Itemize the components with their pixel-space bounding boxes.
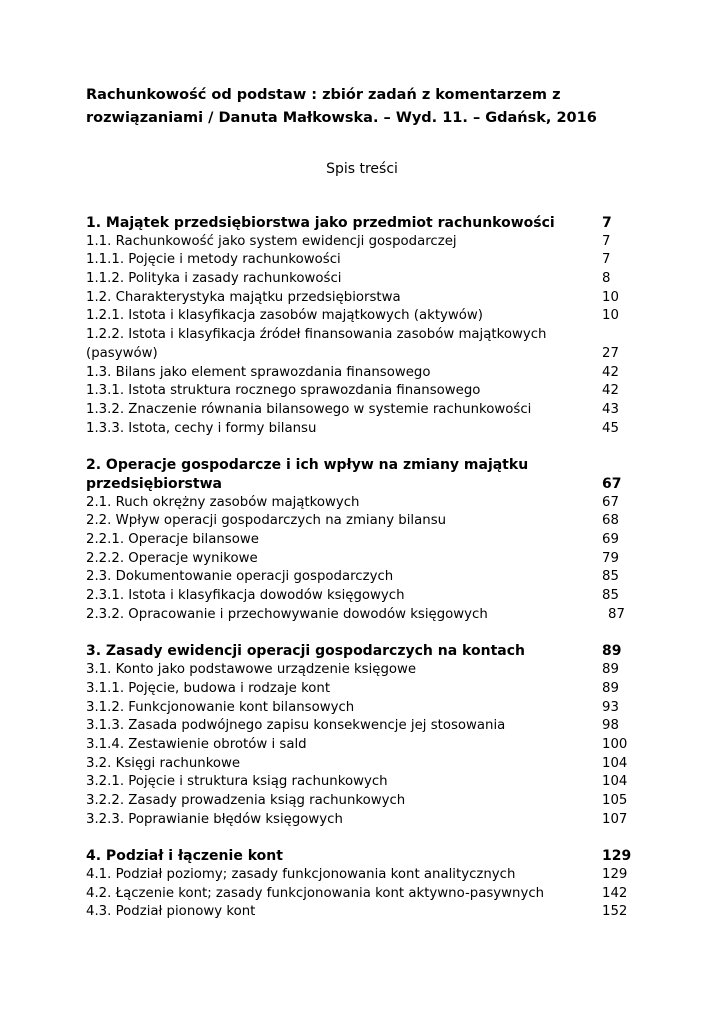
toc-entry-page: 7: [602, 233, 611, 249]
toc-entry: [86, 606, 636, 625]
toc-entry: [86, 307, 636, 326]
toc-entry-page: 98: [602, 718, 619, 734]
toc-entry-text: 4.3. Podział pionowy kont: [86, 904, 256, 920]
toc-entry-page: 7: [602, 215, 612, 231]
toc-chapter-heading: [86, 847, 636, 866]
toc-entry-text: 2.1. Ruch okrężny zasobów majątkowych: [86, 494, 360, 510]
toc-entry-page: 27: [602, 345, 619, 361]
toc-entry-page: 152: [602, 904, 628, 920]
toc-entry-text: 3.1.3. Zasada podwójnego zapisu konsekwencje jej stosowania: [86, 718, 506, 734]
toc-entry-text: 1.2.1. Istota i klasyfikacja zasobów majątkowych (aktywów): [86, 308, 483, 324]
toc-entry: [86, 811, 636, 830]
toc-entry-page: 89: [602, 680, 619, 696]
toc-entry-text: 1.3.3. Istota, cechy i formy bilansu: [86, 420, 317, 436]
toc-chapter-heading: [86, 214, 636, 233]
header-line-2: rozwiązaniami / Danuta Małkowska. – Wyd. 11. – Gdańsk, 2016: [86, 110, 597, 126]
toc-entry-text: 3. Zasady ewidencji operacji gospodarczych na kontach: [86, 643, 525, 660]
toc-entry: [86, 420, 636, 439]
toc-entry: [86, 270, 636, 289]
toc-entry: [86, 736, 636, 755]
toc-entry-text: 2. Operacje gospodarcze i ich wpływ na zmiany majątku przedsiębiorstwa: [86, 457, 529, 492]
toc-entry-page: 8: [602, 271, 611, 287]
toc-entry: [86, 512, 636, 531]
toc-section-3: [86, 642, 636, 829]
toc-entry-page: 10: [602, 308, 619, 324]
toc-entry: [86, 251, 636, 270]
toc-entry-text: 1.2. Charakterystyka majątku przedsiębiorstwa: [86, 289, 401, 305]
toc-entry: [86, 792, 636, 811]
toc-entry-text: 3.2.1. Pojęcie i struktura ksiąg rachunkowych: [86, 774, 388, 790]
toc-title: Spis treści: [326, 161, 398, 177]
toc-entry-page: 107: [602, 811, 628, 827]
toc-entry-text: 2.3.1. Istota i klasyfikacja dowodów księgowych: [86, 588, 405, 604]
toc-entry-page: 85: [602, 588, 619, 604]
table-of-contents: [86, 214, 636, 940]
toc-entry-text: 4. Podział i łączenie kont: [86, 848, 283, 865]
toc-entry-text: 4.2. Łączenie kont; zasady funkcjonowania kont aktywno-pasywnych: [86, 885, 545, 901]
toc-entry-text: 1.3.1. Istota struktura rocznego sprawozdania finansowego: [86, 383, 481, 399]
toc-entry-text: 4.1. Podział poziomy; zasady funkcjonowania kont analitycznych: [86, 867, 516, 883]
toc-entry-text: 3.2. Księgi rachunkowe: [86, 755, 241, 771]
toc-section-2: [86, 456, 636, 624]
toc-entry-page: 85: [602, 569, 619, 585]
toc-chapter-heading: [86, 456, 636, 493]
toc-entry-text: 1.3.2. Znaczenie równania bilansowego w systemie rachunkowości: [86, 401, 532, 417]
toc-entry-page: 67: [602, 494, 619, 510]
bibliographic-header: [86, 84, 646, 130]
toc-entry-page: 42: [602, 383, 619, 399]
toc-entry-page: 129: [602, 867, 628, 883]
toc-entry-page: 43: [602, 401, 619, 417]
toc-entry-text: 1.1. Rachunkowość jako system ewidencji gospodarczej: [86, 233, 457, 249]
toc-entry-text: 3.1.1. Pojęcie, budowa i rodzaje kont: [86, 680, 331, 696]
toc-entry-text: 3.1. Konto jako podstawowe urządzenie księgowe: [86, 662, 417, 678]
toc-entry-page: 68: [602, 513, 619, 529]
toc-entry: [86, 494, 636, 513]
toc-entry-page: 105: [602, 792, 628, 808]
toc-entry: [86, 531, 636, 550]
toc-entry-page: 104: [602, 755, 628, 771]
toc-entry-page: 79: [602, 550, 619, 566]
toc-section-1: [86, 214, 636, 438]
toc-entry-text: 1. Majątek przedsiębiorstwa jako przedmiot rachunkowości: [86, 215, 555, 231]
toc-entry-text: 3.1.2. Funkcjonowanie kont bilansowych: [86, 699, 355, 715]
toc-entry: [86, 289, 636, 308]
toc-entry: [86, 233, 636, 252]
toc-chapter-heading: [86, 642, 636, 661]
toc-entry: [86, 717, 636, 736]
toc-entry: [86, 866, 636, 885]
toc-entry: [86, 755, 636, 774]
toc-entry-text: 3.2.3. Poprawianie błędów księgowych: [86, 811, 343, 827]
toc-entry-page: 100: [602, 736, 628, 752]
toc-entry: [86, 699, 636, 718]
toc-entry: [86, 587, 636, 606]
toc-entry-page: 89: [602, 662, 619, 678]
toc-entry: [86, 680, 636, 699]
toc-entry-page: 42: [602, 364, 619, 380]
toc-entry-text: 3.2.2. Zasady prowadzenia ksiąg rachunkowych: [86, 792, 406, 808]
toc-entry-text: 2.2.1. Operacje bilansowe: [86, 532, 259, 548]
toc-entry-text: 1.1.2. Polityka i zasady rachunkowości: [86, 271, 342, 287]
toc-entry-page: 45: [602, 420, 619, 436]
toc-entry-text: 2.2. Wpływ operacji gospodarczych na zmiany bilansu: [86, 513, 447, 529]
toc-entry-page: 67: [602, 475, 622, 492]
toc-entry: [86, 364, 636, 383]
toc-entry-page: 69: [602, 532, 619, 548]
toc-section-4: [86, 847, 636, 922]
toc-entry: [86, 550, 636, 569]
toc-entry-page: 10: [602, 289, 619, 305]
toc-entry-text: 1.2.2. Istota i klasyfikacja źródeł finansowania zasobów majątkowych (pasywów): [86, 327, 547, 361]
toc-entry: [86, 401, 636, 420]
toc-entry-text: 2.3.2. Opracowanie i przechowywanie dowodów księgowych: [86, 606, 488, 622]
toc-entry-text: 2.2.2. Operacje wynikowe: [86, 550, 258, 566]
toc-entry-text: 2.3. Dokumentowanie operacji gospodarczych: [86, 569, 394, 585]
toc-entry: [86, 903, 636, 922]
toc-entry-page: 7: [602, 252, 611, 268]
toc-entry-page: 93: [602, 699, 619, 715]
toc-entry: [86, 326, 636, 363]
toc-entry-page: 104: [602, 774, 628, 790]
toc-entry: [86, 773, 636, 792]
header-line-1: Rachunkowość od podstaw : zbiór zadań z komentarzem z: [86, 87, 561, 103]
toc-entry-text: 1.1.1. Pojęcie i metody rachunkowości: [86, 252, 341, 268]
toc-entry: [86, 885, 636, 904]
toc-entry-text: 3.1.4. Zestawienie obrotów i sald: [86, 736, 307, 752]
toc-entry-page: 129: [602, 848, 632, 865]
toc-entry-page: 87: [608, 606, 625, 622]
toc-entry-text: 1.3. Bilans jako element sprawozdania finansowego: [86, 364, 431, 380]
toc-entry-page: 142: [602, 885, 628, 901]
toc-entry: [86, 382, 636, 401]
toc-entry: [86, 661, 636, 680]
toc-entry-page: 89: [602, 643, 622, 660]
toc-entry: [86, 568, 636, 587]
